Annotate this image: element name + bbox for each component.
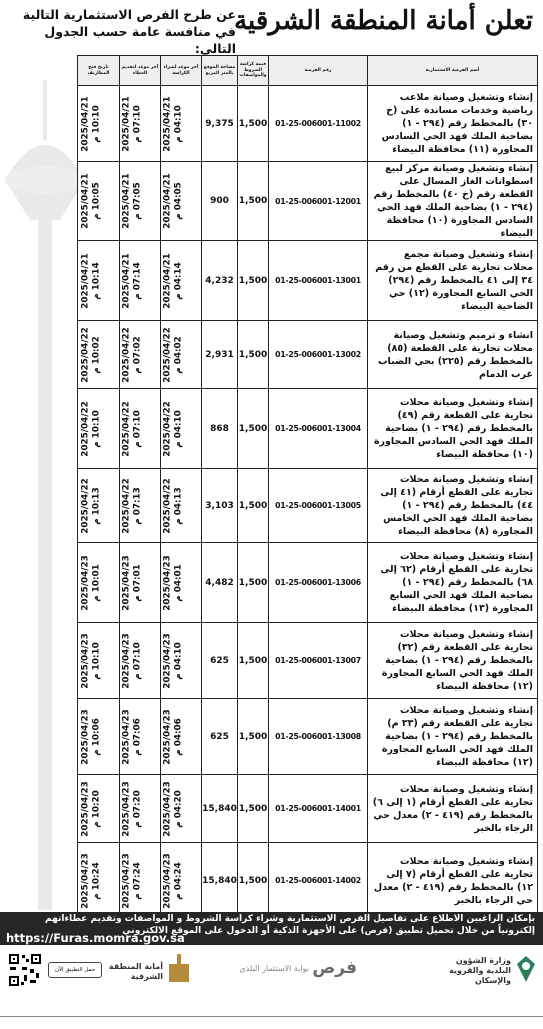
opportunity-number-text: 01-25-006001-13006 [275,578,361,587]
cell-site-area [202,241,238,321]
date-text: 2025/04/21 [121,252,132,309]
header-opportunity-number: رقم الفرصة [269,56,368,86]
time-text: 10:05 م [91,182,102,220]
cell-buy-deadline [161,623,202,699]
date-text: 2025/04/23 [80,554,91,611]
cell-opportunity-number [269,843,368,919]
date-text: 2025/04/21 [162,252,173,309]
cell-opportunity-name [368,469,538,543]
time-text: 07:13 م [132,486,143,525]
area-text: 4,232 [205,275,234,286]
header-submit-deadline: آخر موعد لتقديم العطاء [120,56,161,86]
time-text: 10:02 م [91,335,102,374]
price-text: 1,500 [238,118,268,129]
date-text: 2025/04/21 [162,95,173,152]
time-text: 04:14 م [173,261,184,300]
time-text: 04:02 م [173,335,184,374]
date-text: 2025/04/23 [80,708,91,765]
cell-opportunity-name [368,699,538,775]
submit-deadline-value [121,633,143,688]
time-text: 07:24 م [132,861,143,900]
app-store-badge[interactable] [48,952,100,988]
table-row [78,321,538,389]
opportunity-name-text: إنشاء وتشغيل وصيانة محلات تجارية على القطعة رقم (٣٣ م) بالمخطط رقم (٢٩٤ - ١) بضاحية الملك فهد الحي السابع المجاورة (١٢) محافظة البيضاء [381,705,533,768]
cell-buy-deadline [161,699,202,775]
table-row [78,543,538,623]
open-date-value [80,633,102,688]
header-booklet-price: قيمة كراسة الشروط والمواصفات [238,56,269,86]
price-text: 1,500 [238,423,268,434]
submit-deadline-value [121,327,143,382]
cell-opportunity-name [368,241,538,321]
price-text: 1,500 [238,500,268,511]
cell-opportunity-name [368,321,538,389]
open-date-value [80,96,102,151]
furas-portal-name: بوابة الاستثمار البلدي [239,964,309,973]
date-text: 2025/04/23 [80,632,91,689]
buy-deadline-value [162,633,184,688]
cell-site-area [202,321,238,389]
header-opportunity-name: أسم الفرصة الاستثمارية [368,56,538,86]
opportunity-name-text: إنشاء وتشغيل وصيانة محلات تجارية على القطع أرقام (١ إلى ٦) بالمخطط رقم (٤١٩ - ٢) معدل حي الرجاء بالخبر [372,783,533,834]
area-text: 2,931 [205,349,234,360]
buy-deadline-value [162,555,184,610]
app-badge-text: حمل التطبيق الآن [48,962,102,978]
cell-booklet-price [238,699,269,775]
price-text: 1,500 [238,803,268,814]
table-header-row [78,56,538,86]
date-text: 2025/04/23 [121,708,132,765]
area-text: 15,840 [202,875,237,886]
price-text: 1,500 [238,875,268,886]
subtitle-line-2: في منافسة عامة حسب الجدول التالي: [44,24,236,56]
area-text: 15,840 [202,803,237,814]
table-row [78,86,538,162]
date-text: 2025/04/21 [121,95,132,152]
area-text: 3,103 [205,500,234,511]
banner-text: بإمكان الراغبين الاطلاع على تفاصيل الفرص الاستثمارية وشراء كراسة الشروط و المواصفات وتقديم عطاءاتهم إلكترونياً من خلال تحميل تطبيق (فرص) على الأجهزة الذكية أو الدخول على الموقع الالكتروني [45,914,535,936]
footer-logos [0,946,543,994]
cell-opportunity-number [269,543,368,623]
open-date-value [80,173,102,228]
buy-deadline-value [162,853,184,908]
date-text: 2025/04/23 [162,632,173,689]
page-subtitle [14,6,236,57]
open-date-value [80,555,102,610]
time-text: 04:05 م [173,182,184,220]
cell-opportunity-number [269,775,368,843]
open-date-value [80,253,102,308]
cell-booklet-price [238,623,269,699]
time-text: 07:01 م [132,563,143,602]
opportunity-number-text: 01-25-006001-13005 [275,501,361,510]
date-text: 2025/04/23 [121,780,132,837]
date-text: 2025/04/23 [162,554,173,611]
opportunity-number-text: 01-25-006001-14002 [275,876,361,885]
buy-deadline-value [162,401,184,456]
submit-deadline-value [121,709,143,764]
cell-buy-deadline [161,775,202,843]
opportunity-name-text: انشاء و ترميم وتشغيل وصيانة محلات تجارية على القطعة (٨٥) بالمخطط رقم (٢٢٥) بحي الضباب غرب الدمام [377,329,533,380]
area-text: 868 [210,423,229,434]
submit-deadline-value [121,96,143,151]
time-text: 04:10 م [173,641,184,680]
time-text: 04:13 م [173,486,184,525]
opportunity-number-text: 01-25-006001-12001 [275,196,361,206]
time-text: 10:14 م [91,261,102,300]
cell-opportunity-name [368,162,538,241]
opportunity-name-text: إنشاء وتشغيل وصيانة محلات تجارية على القطعة رقم (٣٢) بالمخطط رقم (٢٩٤ - ١) بضاحية الملك فهد الحي السابع المجاورة (١٢) محافظة البيضاء [381,629,533,692]
bottom-divider [0,1016,543,1017]
header-open-date: تاريخ فتح المظاريف [78,56,120,86]
cell-site-area [202,843,238,919]
time-text: 10:10 م [91,409,102,448]
cell-site-area [202,699,238,775]
opportunity-number-text: 01-25-006001-13002 [275,350,361,359]
date-text: 2025/04/23 [162,708,173,765]
opportunity-number-text: 01-25-006001-11002 [275,119,361,128]
cell-opportunity-number [269,321,368,389]
cell-site-area [202,623,238,699]
price-text: 1,500 [238,655,268,666]
date-text: 2025/04/23 [121,852,132,909]
opportunity-name-text: إنشاء وتشغيل وصيانة ملاعب رياضية وخدمات مساندة على (خ ٣٠) بالمخطط رقم (٢٩٤ - ١) بضاحية الملك فهد الحي السادس المجاورة (١١) محافظة البيضاء [381,92,533,155]
submit-deadline-value [121,478,143,533]
submit-deadline-value [121,253,143,308]
table-row [78,699,538,775]
date-text: 2025/04/23 [80,780,91,837]
date-text: 2025/04/21 [80,95,91,152]
submit-deadline-value [121,853,143,908]
date-text: 2025/04/23 [121,554,132,611]
buy-deadline-value [162,781,184,836]
opportunity-name-text: إنشاء وتشغيل وصيانة محلات تجارية على القطع أرقام (٤١ إلى ٤٤) بالمخطط رقم (٢٩٤ - ١) بضاحية الملك فهد الحي الخامس المجاورة (٨) محافظة البيضاء [380,474,533,537]
time-text: 04:06 م [173,717,184,756]
page-title: تعلن أمانة المنطقة الشرقية [234,6,533,36]
open-date-value [80,853,102,908]
cell-booklet-price [238,843,269,919]
time-text: 07:10 م [132,641,143,680]
cell-opportunity-number [269,86,368,162]
cell-opportunity-number [269,389,368,469]
cell-buy-deadline [161,843,202,919]
opportunity-name-text: إنشاء وتشغيل وصيانة محلات تجارية على القطعة رقم (٤٩) بالمخطط رقم (٢٩٤ - ١) بضاحية الملك فهد الحي السادس المجاورة (١٠) محافظة البيضاء [373,397,533,460]
cell-opportunity-number [269,162,368,241]
ministry-name: وزارة الشؤون البلدية والقروية والإسكان [449,956,511,985]
date-text: 2025/04/22 [162,326,173,383]
date-text: 2025/04/21 [80,173,91,229]
date-text: 2025/04/22 [121,400,132,457]
furas-wordmark: فرص [312,958,357,978]
table-row [78,469,538,543]
cell-opportunity-name [368,86,538,162]
cell-buy-deadline [161,469,202,543]
date-text: 2025/04/22 [162,400,173,457]
table-row [78,162,538,241]
time-text: 10:20 م [91,789,102,828]
opportunity-name-text: إنشاء وتشغيل وصيانة محلات تجارية على القطع أرقام (٦٢ إلى ٦٨) بالمخطط رقم (٢٩٤ - ١) بضاحية الملك فهد الحي السابع المجاورة (١٣) محافظة البيضاء [380,551,533,614]
area-text: 625 [210,731,229,742]
submit-deadline-value [121,173,143,228]
opportunity-number-text: 01-25-006001-13001 [275,276,361,285]
opportunity-name-text: إنشاء وتشغيل وصيانة مجمع محلات تجارية على القطع من رقم ٣٤ إلى ٤١ بالمخطط رقم (٢٩٤) الحي السابع المجاورة (١٢) حي الضاحية البيضاء [375,249,533,312]
time-text: 07:05 م [132,182,143,220]
open-date-value [80,327,102,382]
cell-site-area [202,389,238,469]
price-text: 1,500 [238,731,268,742]
cell-opportunity-name [368,543,538,623]
time-text: 04:01 م [173,563,184,602]
time-text: 10:24 م [91,861,102,900]
open-date-value [80,478,102,533]
cell-opportunity-number [269,469,368,543]
buy-deadline-value [162,709,184,764]
time-text: 07:20 م [132,789,143,828]
time-text: 10:10 م [91,104,102,143]
submit-deadline-value [121,781,143,836]
cell-site-area [202,543,238,623]
area-text: 625 [210,655,229,666]
table-row [78,241,538,321]
price-text: 1,500 [238,275,268,286]
cell-booklet-price [238,86,269,162]
price-text: 1,500 [238,349,268,360]
cell-buy-deadline [161,162,202,241]
cell-booklet-price [238,469,269,543]
cell-buy-deadline [161,543,202,623]
time-text: 04:10 م [173,409,184,448]
time-text: 07:10 م [132,104,143,143]
ministry-emblem-icon [515,954,537,984]
cell-buy-deadline [161,86,202,162]
cell-opportunity-name [368,623,538,699]
date-text: 2025/04/23 [80,852,91,909]
opportunity-number-text: 01-25-006001-13008 [275,732,361,741]
buy-deadline-value [162,96,184,151]
cell-site-area [202,469,238,543]
cell-opportunity-number [269,241,368,321]
cell-booklet-price [238,775,269,843]
time-text: 10:06 م [91,717,102,756]
cell-opportunity-name [368,843,538,919]
furas-logo [207,952,357,988]
table-row [78,843,538,919]
qr-code-icon[interactable] [8,952,42,988]
time-text: 04:24 م [173,861,184,900]
amanah-emblem-icon [167,954,191,984]
cell-site-area [202,775,238,843]
submit-deadline-value [121,555,143,610]
website-link[interactable]: https://Furas.momra.gov.sa [6,931,185,945]
cell-opportunity-number [269,699,368,775]
price-text: 1,500 [238,577,268,588]
date-text: 2025/04/21 [162,173,173,229]
header-buy-deadline: آخر موعد لشراء الكراسة [161,56,202,86]
time-text: 04:10 م [173,104,184,143]
date-text: 2025/04/23 [121,632,132,689]
opportunity-number-text: 01-25-006001-13007 [275,656,361,665]
date-text: 2025/04/22 [80,326,91,383]
opportunity-number-text: 01-25-006001-14001 [275,804,361,813]
date-text: 2025/04/22 [80,400,91,457]
date-text: 2025/04/22 [121,326,132,383]
buy-deadline-value [162,327,184,382]
time-text: 10:10 م [91,641,102,680]
area-text: 4,482 [205,577,234,588]
area-text: 900 [210,196,229,206]
time-text: 10:01 م [91,563,102,602]
cell-opportunity-number [269,623,368,699]
cell-booklet-price [238,321,269,389]
table-row [78,389,538,469]
opportunity-number-text: 01-25-006001-13004 [275,424,361,433]
area-text: 9,375 [205,118,234,129]
cell-opportunity-name [368,775,538,843]
table-row [78,775,538,843]
cell-buy-deadline [161,321,202,389]
open-date-value [80,401,102,456]
amanah-name: أمانة المنطقة الشرقية [108,962,163,981]
header-site-area: مساحة الموقع بالمتر المربع [202,56,238,86]
date-text: 2025/04/23 [162,852,173,909]
opportunities-table [77,55,538,919]
date-text: 2025/04/21 [121,173,132,229]
cell-site-area [202,86,238,162]
buy-deadline-value [162,253,184,308]
open-date-value [80,781,102,836]
table-row [78,623,538,699]
date-text: 2025/04/22 [80,477,91,534]
time-text: 07:02 م [132,335,143,374]
date-text: 2025/04/22 [121,477,132,534]
submit-deadline-value [121,401,143,456]
cell-booklet-price [238,162,269,241]
date-text: 2025/04/22 [162,477,173,534]
opportunity-name-text: إنشاء وتشغيل وصيانة محلات تجارية على القطع أرقام (٧ إلى ١٢) بالمخطط رقم (٤١٩ - ٢) معدل حي الرجاء بالخبر [373,855,533,906]
cell-buy-deadline [161,241,202,321]
header [0,0,543,55]
buy-deadline-value [162,478,184,533]
subtitle-line-1: عن طرح الفرص الاستثمارية التالية [22,7,236,22]
price-text: 1,500 [238,196,268,206]
time-text: 07:14 م [132,261,143,300]
cell-booklet-price [238,389,269,469]
time-text: 07:10 م [132,409,143,448]
time-text: 04:20 م [173,789,184,828]
cell-buy-deadline [161,389,202,469]
buy-deadline-value [162,173,184,228]
date-text: 2025/04/21 [80,252,91,309]
ministry-logo [427,952,537,988]
cell-site-area [202,162,238,241]
date-text: 2025/04/23 [162,780,173,837]
time-text: 10:13 م [91,486,102,525]
cell-booklet-price [238,543,269,623]
info-banner [0,912,543,945]
time-text: 07:06 م [132,717,143,756]
cell-opportunity-name [368,389,538,469]
opportunity-name-text: إنشاء وتشغيل وصيانة مركز لبيع اسطوانات الغاز المسال على القطعة رقم (خ ٤٠) بالمخطط رقم (٢٩٤ - ١) بضاحية الملك فهد الحي السادس المجاورة (١٠) محافظة البيضاء [373,163,533,239]
cell-booklet-price [238,241,269,321]
open-date-value [80,709,102,764]
